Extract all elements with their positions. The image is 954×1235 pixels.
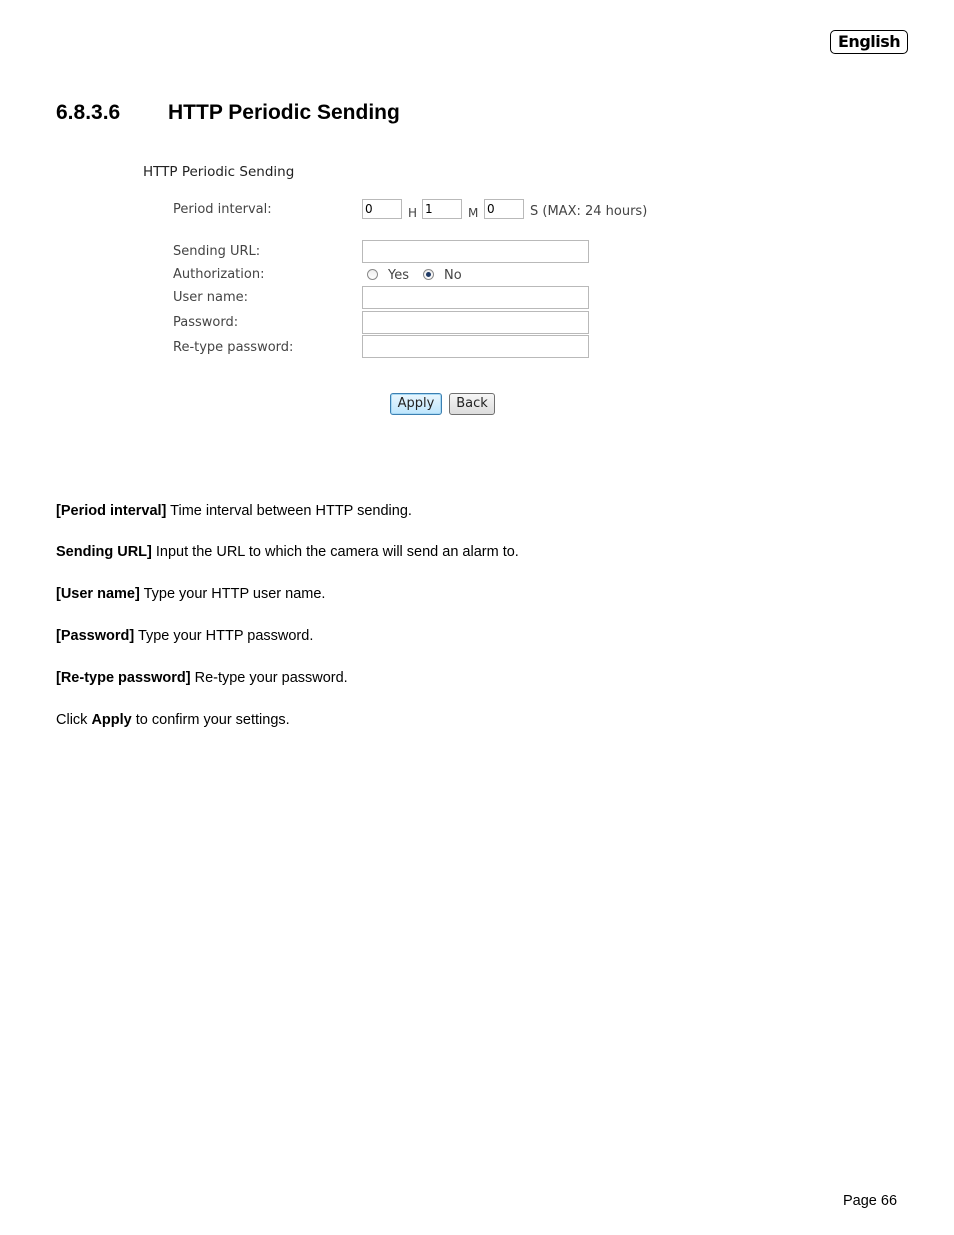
closing-prefix: Click — [56, 712, 92, 728]
definition: Input the URL to which the camera will send an alarm to. — [151, 544, 519, 560]
term: [Password] — [56, 628, 135, 644]
definition: Type your HTTP password. — [134, 628, 314, 644]
minutes-input[interactable]: 1 — [422, 199, 462, 219]
description-sending-url — [56, 544, 519, 560]
period-interval-label: Period interval: — [173, 202, 272, 217]
language-badge: English — [830, 30, 908, 54]
auth-no-radio[interactable] — [423, 269, 434, 280]
closing-suffix: to confirm your settings. — [131, 712, 290, 728]
description-user-name — [56, 586, 325, 602]
description-password — [56, 628, 313, 644]
section-number: 6.8.3.6 — [56, 101, 121, 124]
auth-yes-radio[interactable] — [367, 269, 378, 280]
sending-url-label: Sending URL: — [173, 244, 261, 259]
auth-no-label: No — [444, 268, 462, 283]
term: [User name] — [56, 586, 140, 602]
description-period-interval — [56, 503, 412, 519]
user-name-input[interactable] — [362, 286, 589, 309]
back-button[interactable]: Back — [449, 393, 495, 415]
sending-url-input[interactable] — [362, 240, 589, 263]
password-input[interactable] — [362, 311, 589, 334]
auth-yes-label: Yes — [388, 268, 409, 283]
definition: Re-type your password. — [190, 670, 348, 686]
retype-password-label: Re-type password: — [173, 340, 294, 355]
page-number: Page 66 — [843, 1193, 898, 1209]
settings-form-screenshot — [130, 155, 690, 435]
term: [Period interval] — [56, 503, 167, 519]
authorization-label: Authorization: — [173, 267, 265, 282]
user-name-label: User name: — [173, 290, 249, 305]
section-heading — [56, 98, 400, 128]
description-retype-password — [56, 670, 348, 686]
seconds-input[interactable]: 0 — [484, 199, 524, 219]
password-label: Password: — [173, 315, 239, 330]
hours-input[interactable]: 0 — [362, 199, 402, 219]
term: Sending URL] — [56, 544, 152, 560]
term: [Re-type password] — [56, 670, 191, 686]
definition: Time interval between HTTP sending. — [166, 503, 412, 519]
apply-button[interactable]: Apply — [390, 393, 442, 415]
definition: Type your HTTP user name. — [139, 586, 326, 602]
seconds-unit: S (MAX: 24 hours) — [530, 204, 648, 219]
minutes-unit: M — [468, 206, 479, 220]
section-title: HTTP Periodic Sending — [168, 101, 400, 124]
hours-unit: H — [408, 206, 418, 220]
form-title: HTTP Periodic Sending — [143, 164, 295, 180]
closing-bold: Apply — [91, 712, 132, 728]
closing-instruction — [56, 712, 290, 728]
retype-password-input[interactable] — [362, 335, 589, 358]
